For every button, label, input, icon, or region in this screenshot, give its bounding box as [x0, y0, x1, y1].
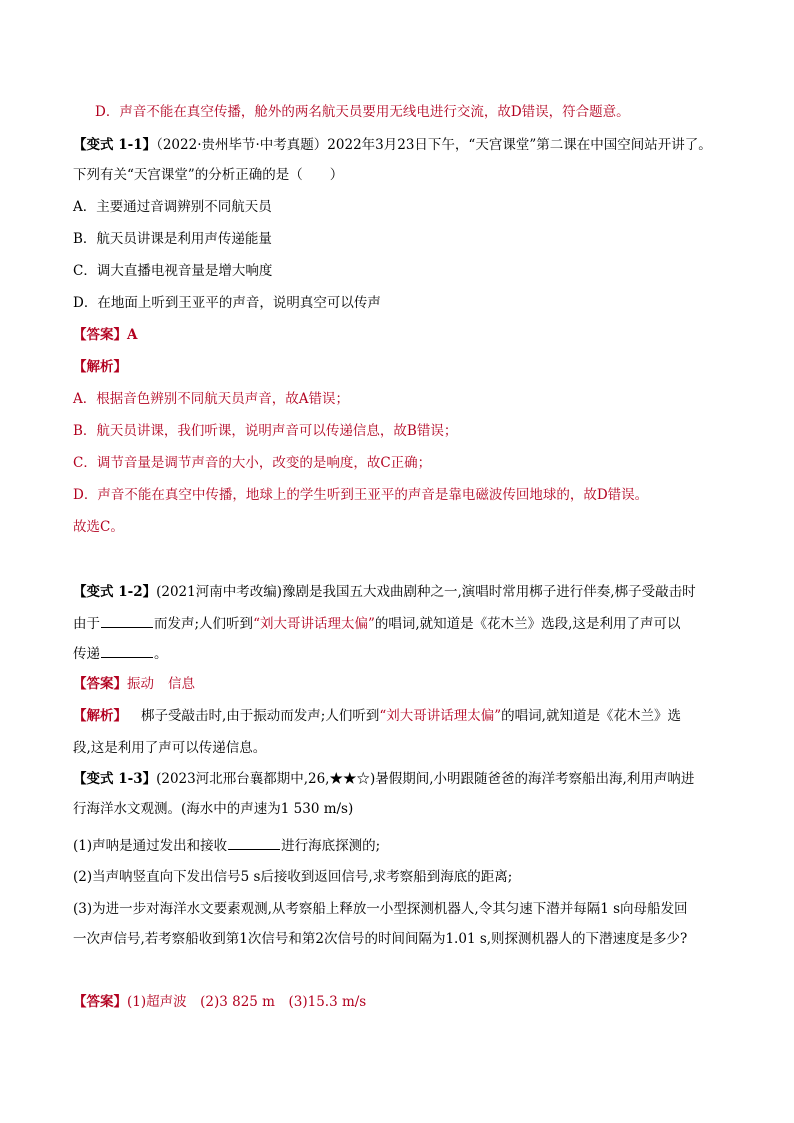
answer-row — [73, 993, 723, 1011]
analysis-text: 梆子受敲击时,由于振动而发声;人们听到 — [141, 708, 380, 724]
answer-row — [73, 675, 723, 693]
sub-question-1 — [73, 835, 723, 855]
question-1-3-line1 — [73, 770, 723, 788]
fill-blank[interactable] — [101, 613, 153, 628]
question-source: （2022·贵州毕节·中考真题） — [156, 137, 328, 153]
analysis-label: 【解析】 — [73, 708, 127, 724]
answer-label: 【答案】 — [73, 676, 127, 692]
fill-blank[interactable] — [228, 835, 280, 850]
sub-question-3-line2: 一次声信号,若考察船收到第1次信号和第2次信号的时间间隔为1.01 s,则探测机器人的下潜速度是多少? — [73, 931, 688, 947]
analysis-line: D．声音不能在真空中传播，地球上的学生听到王亚平的声音是靠电磁波传回地球的，故D错误。 — [73, 487, 649, 503]
fill-blank[interactable] — [101, 643, 153, 658]
question-1-1-stem — [73, 136, 723, 154]
question-text: 的唱词,就知道是《花木兰》选段,这是利用了声可以 — [374, 616, 681, 632]
question-text: (2021河南中考改编)豫剧是我国五大戏曲剧种之一,演唱时常用梆子进行伴奏,梆子受敲击时 — [156, 584, 696, 600]
question-text: (2023河北邢台襄都期中,26,★★☆)暑假期间,小明跟随爸爸的海洋考察船出海,利用声呐进 — [156, 771, 695, 787]
answer-value: 振动 — [127, 676, 154, 692]
analysis-line: B．航天员讲课，我们听课，说明声音可以传递信息，故B错误； — [73, 423, 458, 439]
analysis-line: A．根据音色辨别不同航天员声音，故A错误； — [73, 391, 349, 407]
quoted-lyric: “刘大哥讲话理太偏” — [253, 616, 375, 632]
analysis-line2: 段,这是利用了声可以传递信息。 — [73, 740, 267, 756]
question-stem-line2: 下列有关“天宫课堂”的分析正确的是（ ） — [73, 167, 344, 183]
analysis-text: 的唱词,就知道是《花木兰》选 — [501, 708, 681, 724]
question-tag: 【变式 1-3】 — [73, 771, 157, 787]
answer-value: A — [127, 327, 138, 343]
question-text: 而发声;人们听到 — [154, 616, 254, 632]
answer-value: (1)超声波 (2)3 825 m (3)15.3 m/s — [127, 994, 367, 1010]
analysis-label — [73, 358, 723, 376]
question-tag: 【变式 1-1】 — [73, 137, 157, 153]
answer-label: 【答案】 — [73, 994, 127, 1010]
question-text: 进行海底探测的; — [281, 838, 381, 854]
question-text: 传递 — [73, 646, 100, 662]
option-c: C．调大直播电视音量是增大响度 — [73, 263, 273, 279]
quoted-lyric: “刘大哥讲话理太偏” — [379, 708, 502, 724]
conclusion: 故选C。 — [73, 519, 124, 535]
option-d: D．在地面上听到王亚平的声音，说明真空可以传声 — [73, 295, 381, 311]
question-text: 。 — [154, 646, 168, 662]
question-1-2-line3 — [73, 643, 723, 663]
analysis-row — [73, 707, 723, 725]
answer-row — [73, 326, 723, 344]
sub-question-3-line1: (3)为进一步对海洋水文要素观测,从考察船上释放一小型探测机器人,令其匀速下潜并每隔1 s向母船发回 — [73, 901, 688, 917]
sub-question-2: (2)当声呐竖直向下发出信号5 s后接收到返回信号,求考察船到海底的距离; — [73, 869, 513, 885]
question-tag: 【变式 1-2】 — [73, 584, 157, 600]
question-1-2-line1 — [73, 583, 723, 601]
analysis-label-text: 【解析】 — [73, 359, 127, 375]
option-a: A．主要通过音调辨别不同航天员 — [73, 199, 272, 215]
question-1-3-line2: 行海洋水文观测。(海水中的声速为1 530 m/s) — [73, 801, 354, 817]
answer-value: 信息 — [168, 676, 195, 692]
answer-label: 【答案】 — [73, 327, 127, 343]
analysis-line: C．调节音量是调节声音的大小，改变的是响度，故C正确； — [73, 455, 432, 471]
question-text: (1)声呐是通过发出和接收 — [73, 838, 228, 854]
option-b: B．航天员讲课是利用声传递能量 — [73, 231, 272, 247]
question-1-2-line2 — [73, 613, 723, 633]
question-stem: 2022年3月23日下午，“天宫课堂”第二课在中国空间站开讲了。 — [327, 137, 712, 153]
previous-option-d: D．声音不能在真空传播，舱外的两名航天员要用无线电进行交流，故D错误，符合题意。 — [95, 104, 630, 120]
question-text: 由于 — [73, 616, 100, 632]
